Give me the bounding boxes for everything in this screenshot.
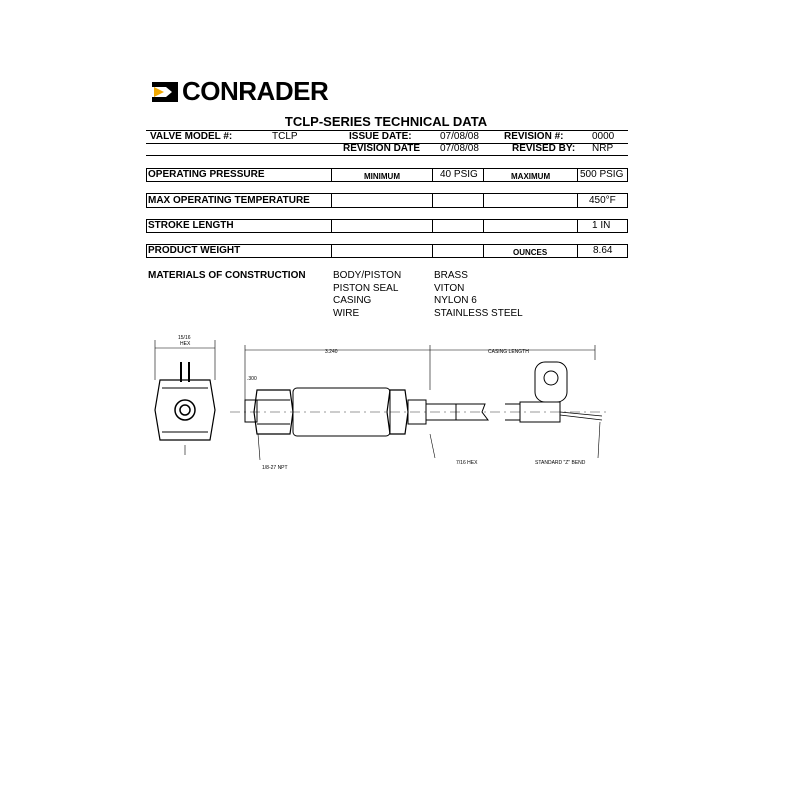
- hex-small-label: 7/16 HEX: [456, 460, 478, 466]
- material-name: BRASS: [434, 270, 468, 281]
- bend-label: STANDARD "Z" BEND: [535, 460, 586, 466]
- revision-date-label: REVISION DATE: [343, 143, 421, 154]
- materials-parts: [333, 270, 401, 320]
- maximum-value: 500 PSIG: [580, 169, 624, 180]
- minimum-value: 40 PSIG: [440, 169, 478, 180]
- part-name: CASING: [333, 295, 372, 306]
- minimum-label: MINIMUM: [364, 172, 400, 181]
- weight-value: 8.64: [593, 245, 613, 256]
- material-name: NYLON 6: [434, 295, 477, 306]
- part-name: BODY/PISTON: [333, 270, 402, 281]
- maximum-label: MAXIMUM: [511, 172, 551, 181]
- max-temp-value: 450°F: [589, 195, 616, 206]
- stroke-length-label: STROKE LENGTH: [148, 220, 234, 231]
- revised-by-label: REVISED BY:: [512, 143, 576, 154]
- conrader-logo: [152, 78, 362, 106]
- material-name: STAINLESS STEEL: [434, 307, 523, 319]
- logo-text: CONRADER: [182, 76, 329, 106]
- max-temp-label: MAX OPERATING TEMPERATURE: [148, 195, 310, 206]
- revision-date-value: 07/08/08: [440, 143, 479, 154]
- revision-value: 0000: [592, 131, 615, 142]
- hex-label-2: HEX: [180, 341, 191, 347]
- material-name: VITON: [434, 282, 465, 294]
- issue-date-label: ISSUE DATE:: [349, 131, 412, 142]
- product-weight-label: PRODUCT WEIGHT: [148, 245, 241, 256]
- dim-length-label: 3.240: [325, 349, 338, 355]
- revised-by-value: NRP: [592, 143, 614, 154]
- revision-label: REVISION #:: [504, 131, 564, 142]
- materials-label: MATERIALS OF CONSTRUCTION: [148, 270, 306, 281]
- valve-model-label: VALVE MODEL #:: [150, 131, 233, 142]
- npt-label: 1/8-27 NPT: [262, 465, 288, 471]
- valve-model-value: TCLP: [272, 131, 298, 142]
- part-name: WIRE: [333, 307, 360, 319]
- materials-list: [434, 270, 523, 320]
- operating-pressure-label: OPERATING PRESSURE: [148, 169, 265, 180]
- ounces-label: OUNCES: [513, 248, 548, 257]
- technical-drawing: [140, 330, 620, 480]
- hex-end-view: [155, 335, 215, 455]
- issue-date-value: 07/08/08: [440, 131, 479, 142]
- page-title: TCLP-SERIES TECHNICAL DATA: [284, 114, 488, 129]
- side-view: [230, 345, 610, 471]
- dim-300-label: .300: [247, 376, 257, 382]
- hex-label-1: 15/16: [178, 335, 191, 341]
- logo-mark-icon: [152, 80, 182, 104]
- part-name: PISTON SEAL: [333, 282, 399, 294]
- dim-casing-label: CASING LENGTH: [488, 349, 529, 355]
- stroke-length-value: 1 IN: [592, 220, 611, 231]
